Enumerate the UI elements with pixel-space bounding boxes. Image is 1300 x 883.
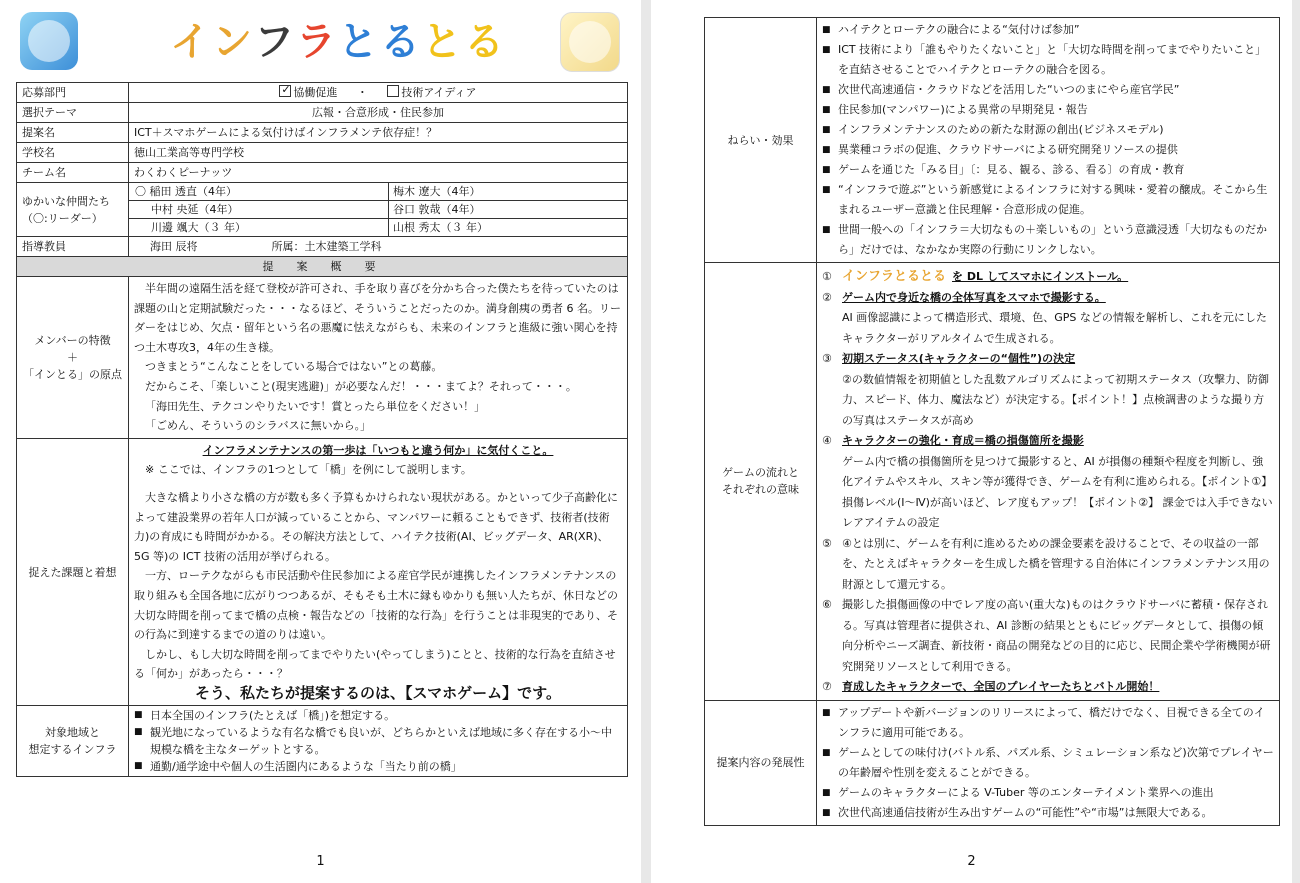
step-desc: ゲーム内で橋の損傷箇所を見つけて撮影すると、AI が損傷の種類や程度を判断し、強化アイテムやスキル、スキン等が獲得でき、ゲームを有利に進められる。【ポイント①】 損傷レベル(Ⅰ～Ⅳ)が高いほど、レア度もアップ！【ポイント②】 課金では入手できないレアアイテムの設定: [842, 454, 1273, 529]
list-item: ■ 観光地になっているような有名な橋でも良いが、どちらかといえば地域に多く存在する小～中規模な橋を主なターゲットとする。: [134, 724, 622, 758]
category-option: 技術アイディア: [401, 86, 477, 99]
aim-list: [822, 20, 1274, 260]
step-title: キャラクターの強化・育成＝橋の損傷箇所を撮影: [842, 434, 1084, 447]
origin-label: [17, 277, 129, 439]
table-row: [17, 438, 628, 706]
row-label: 学校名: [17, 143, 129, 163]
step-title: 育成したキャラクターで、全国のプレイヤーたちとバトル開始！: [842, 680, 1160, 693]
list-item: ■ ゲームを通じた「みる目」〔：見る、観る、診る、看る〕の育成・教育: [822, 160, 1274, 180]
issue-note: ※ ここでは、インフラの1つとして「橋」を例にして説明します。: [145, 463, 472, 477]
flow-cell: [817, 263, 1280, 701]
dev-label: 提案内容の発展性: [705, 700, 817, 825]
step-desc: AI 画像認識によって構造形式、環境、色、GPS などの情報を解析し、これを元にしたキャラクターがリアルタイムで生成される。: [842, 311, 1267, 345]
step-desc: ④とは別に、ゲームを有利に進めるための課金要素を設けることで、その収益の一部を、たとえばキャラクターを生成した橋を管理する自治体にインフラメンテナンス用の財源として還元する。: [842, 536, 1270, 591]
row-label: 選択テーマ: [17, 103, 129, 123]
issue-label: 捉えた課題と着想: [17, 438, 129, 706]
proposal-table: [16, 82, 628, 777]
step-title: を DL してスマホにインストール。: [952, 270, 1129, 283]
table-row: [17, 277, 628, 439]
member: 〇 稲田 透直（4年）: [135, 185, 237, 198]
step-7: [822, 677, 1274, 698]
list-item: ■ インフラメンテナンスのための新たな財源の創出(ビジネスモデル): [822, 120, 1274, 140]
list-item: ■ 住民参加(マンパワー)による異常の早期発見・報告: [822, 100, 1274, 120]
table-row: [705, 18, 1280, 263]
step-number: ③: [822, 352, 832, 365]
team-name: わくわくピーナッツ: [129, 163, 628, 183]
step-desc: 撮影した損傷画像の中でレア度の高い(重大な)ものはクラウドサーバに蓄積・保存される。写真は管理者に提供され、AI 診断の結果とともにビッグデータとして、損傷の傾向分析やニーズ調査、新技術・商品の開発などの目的に応じ、民間企業や学術機関が研究開発リソースとして利用できる。: [842, 598, 1271, 673]
members-label: [17, 183, 129, 237]
list-item: ■ ゲームのキャラクターによる V-Tuber 等のエンターテイメント業界への進出: [822, 783, 1274, 803]
label-line: 想定するインフラ: [28, 743, 117, 757]
issue-text: [129, 438, 628, 706]
logo-part: ラ: [296, 19, 338, 65]
aim-cell: [817, 18, 1280, 263]
step-number: ⑦: [822, 680, 832, 693]
label-line: 「インとる」の原点: [23, 367, 122, 381]
checkbox-icon: [387, 85, 399, 97]
table-row: [17, 123, 628, 143]
header: [20, 12, 620, 76]
row-label: 指導教員: [17, 237, 129, 257]
member: 梅木 遼大（4年）: [389, 183, 628, 201]
table-row: [17, 183, 628, 237]
row-label: （〇:リーダー）: [22, 211, 103, 225]
paragraph: 半年間の遠隔生活を経て登校が許可され、手を取り喜びを分かち合った僕たちを待っていたのは課題の山と定期試験だった・・・なるほど、そういうことだったのか。満身創痍の勇者 6 名。リーダーをはじめ、欠点・留年という名の悪魔に怯えながらも、未来のインフラと進級に強い関心を持つ土木専攻3，4年の生き様。: [134, 282, 621, 354]
table-row: [705, 700, 1280, 825]
proposal-name: ICT＋スマホゲームによる気付けばインフラメンテ依存症！？: [129, 123, 628, 143]
table-row: [17, 237, 628, 257]
step-number: ⑥: [822, 598, 832, 611]
label-line: ゲームの流れと: [722, 466, 799, 480]
logo: [170, 16, 506, 68]
table-row: [17, 83, 628, 103]
list-item: ■ 次世代高速通信・クラウドなどを活用した“いつのまにやら産官学民”: [822, 80, 1274, 100]
list-item: ■ アップデートや新バージョンのリリースによって、橋だけでなく、目視できる全てのインフラに適用可能である。: [822, 703, 1274, 743]
step-number: ②: [822, 290, 832, 304]
target-list: [134, 707, 622, 775]
logo-part: イン: [170, 19, 254, 65]
label-line: 対象地域と: [45, 726, 100, 740]
step-title: ゲーム内で身近な橋の全体写真をスマホで撮影する。: [842, 290, 1106, 304]
character-icon: [569, 21, 611, 63]
member: 川邊 颯大（３ 年）: [151, 221, 246, 234]
row-label: チーム名: [17, 163, 129, 183]
paragraph: しかし、もし大切な時間を削ってまでやりたい(やってしまう)ことと、技術的な行為を直結させる「何か」があったら・・・？: [134, 647, 616, 681]
proposal-table-2: [704, 17, 1280, 826]
table-row: [17, 257, 628, 277]
advisor-name: 海田 辰将: [150, 240, 198, 253]
app-logo: インフラとるとる: [842, 269, 947, 284]
paragraph: 一方、ローテクながらも市民活動や住民参加による産官学民が連携したインフラメンテナンスの取り組みも全国各地に広がりつつあるが、そもそも土木に縁もゆかりも無い人たちが、休日などの大切な時間を削ってまで橋の点検・報告などの「技術的な行為」を行うことは非現実的であり、その行為に到達するまでの道のりは遠い。: [134, 569, 618, 642]
page-number: 2: [967, 854, 976, 869]
row-label: 応募部門: [17, 83, 129, 103]
dev-list: [822, 703, 1274, 823]
table-row: [17, 706, 628, 777]
list-item-detail: [822, 40, 1274, 80]
list-item: ■ 日本全国のインフラ(たとえば「橋」)を想定する。: [134, 707, 622, 724]
list-item: ■ 次世代高速通信技術が生み出すゲームの“可能性”や“市場”は無限大である。: [822, 803, 1274, 823]
label-line: それぞれの意味: [722, 483, 799, 497]
row-label: 提案名: [17, 123, 129, 143]
step-6: [822, 595, 1274, 677]
step-number: ⑤: [822, 536, 832, 550]
step-5: [822, 534, 1274, 596]
logo-part: とる: [338, 19, 422, 65]
label-line: ＋: [67, 350, 78, 364]
detail-text: ICT 技術により「誰もやりたくないこと」と「大切な時間を削ってまでやりたいこと」を直結させることでハイテクとローテクの融合を図る。: [838, 43, 1267, 76]
step-desc: ②の数値情報を初期値とした乱数アルゴリズムによって初期ステータス（攻撃力、防御力、スピード、体力、魔法など）が決定する。【ポイント！】点検調書のような撮り方の写真はステータスが高め: [842, 372, 1269, 427]
paragraph: だからこそ、「楽しいこと(現実逃避)」が必要なんだ！・・・まてよ？それって・・・。: [145, 379, 577, 393]
list-item: ■ “インフラで遊ぶ”という新感覚によるインフラに対する興味・愛着の醸成。そこから生まれるユーザー意識と住民理解・合意形成の促進。: [822, 180, 1274, 220]
member: 山根 秀太（３ 年）: [389, 219, 628, 237]
step-4: [822, 431, 1274, 534]
dev-cell: [817, 700, 1280, 825]
list-item: ■ ハイテクとローテクの融合による“気付けば参加”: [822, 20, 1274, 40]
table-row: [17, 103, 628, 123]
wrench-icon: [28, 20, 70, 62]
page-number: 1: [316, 854, 325, 869]
table-row: [17, 143, 628, 163]
app-icon-left: [20, 12, 78, 70]
list-item: ■ 異業種コラボの促進、クラウドサーバによる研究開発リソースの提供: [822, 140, 1274, 160]
member: 谷口 敦哉（4年）: [389, 201, 628, 219]
member: 中村 央延（4年）: [151, 203, 239, 216]
step-number: ①: [822, 270, 832, 283]
page-1: [0, 0, 641, 883]
logo-part: フ: [254, 19, 296, 65]
school-name: 徳山工業高等専門学校: [129, 143, 628, 163]
list-item: ■ 通勤/通学途中や個人の生活圏内にあるような「当たり前の橋」: [134, 758, 622, 775]
flow-steps: [822, 267, 1274, 698]
members-cell: [129, 183, 628, 237]
target-label: [17, 706, 129, 777]
advisor-cell: [129, 237, 628, 257]
list-item: ■ 世間一般への「インフラ＝大切なもの＋楽しいもの」という意識浸透「大切なものだから」だけでは、なかなか実際の行動にリンクしない。: [822, 220, 1274, 260]
advisor-dept: 所属：土木建築工学科: [271, 240, 382, 253]
row-label: ゆかいな仲間たち: [22, 194, 110, 208]
step-3: [822, 349, 1274, 431]
theme-value: 広報・合意形成・住民参加: [129, 103, 628, 123]
flow-label: [705, 263, 817, 701]
checkbox-checked-icon: ✓: [281, 83, 291, 96]
members-list: [129, 183, 627, 236]
step-1: [822, 267, 1274, 288]
origin-text: [129, 277, 628, 439]
app-icon-right: [560, 12, 620, 72]
separator: ・: [356, 86, 368, 99]
overview-heading: 提 案 概 要: [17, 257, 628, 277]
target-cell: [129, 706, 628, 777]
label-line: メンバーの特徴: [34, 333, 111, 347]
paragraph: 「ごめん、そういうのシラバスに無いから。」: [145, 419, 372, 433]
table-row: [17, 163, 628, 183]
paragraph: 「海田先生、テクコンやりたいです！賞とったら単位をください！」: [145, 399, 486, 413]
step-number: ④: [822, 434, 832, 447]
table-row: [705, 263, 1280, 701]
issue-heading: インフラメンテナンスの第一歩は「いつもと違う何か」に気付くこと。: [202, 443, 554, 457]
logo-part: とる: [422, 19, 506, 65]
paragraph: つきまとう“こんなことをしている場合ではない”との葛藤。: [145, 360, 443, 374]
category-cell: [129, 83, 628, 103]
paragraph: 大きな橋より小さな橋の方が数も多く予算もかけられない現状がある。かといって少子高齢化によって建設業界の若年人口が減っていることから、マンパワーに頼ることもできず、技術者(技術力)の育成にも時間がかかる。その解決方法として、ハイテク技術(AI、ビッグデータ、AR(XR)、5G 等)の ICT 技術の活用が挙げられる。: [134, 490, 618, 563]
page-2: [651, 0, 1292, 883]
step-2: [822, 288, 1274, 350]
list-item: ■ ゲームとしての味付け(バトル系、パズル系、シミュレーション系など)次第でプレイヤーの年齢層や性別を変えることができる。: [822, 743, 1274, 783]
issue-punchline: そう、私たちが提案するのは、【スマホゲーム】です。: [194, 683, 561, 702]
category-option: 協働促進: [293, 86, 338, 99]
aim-label: ねらい・効果: [705, 18, 817, 263]
step-title: 初期ステータス(キャラクターの“個性”)の決定: [842, 352, 1076, 365]
